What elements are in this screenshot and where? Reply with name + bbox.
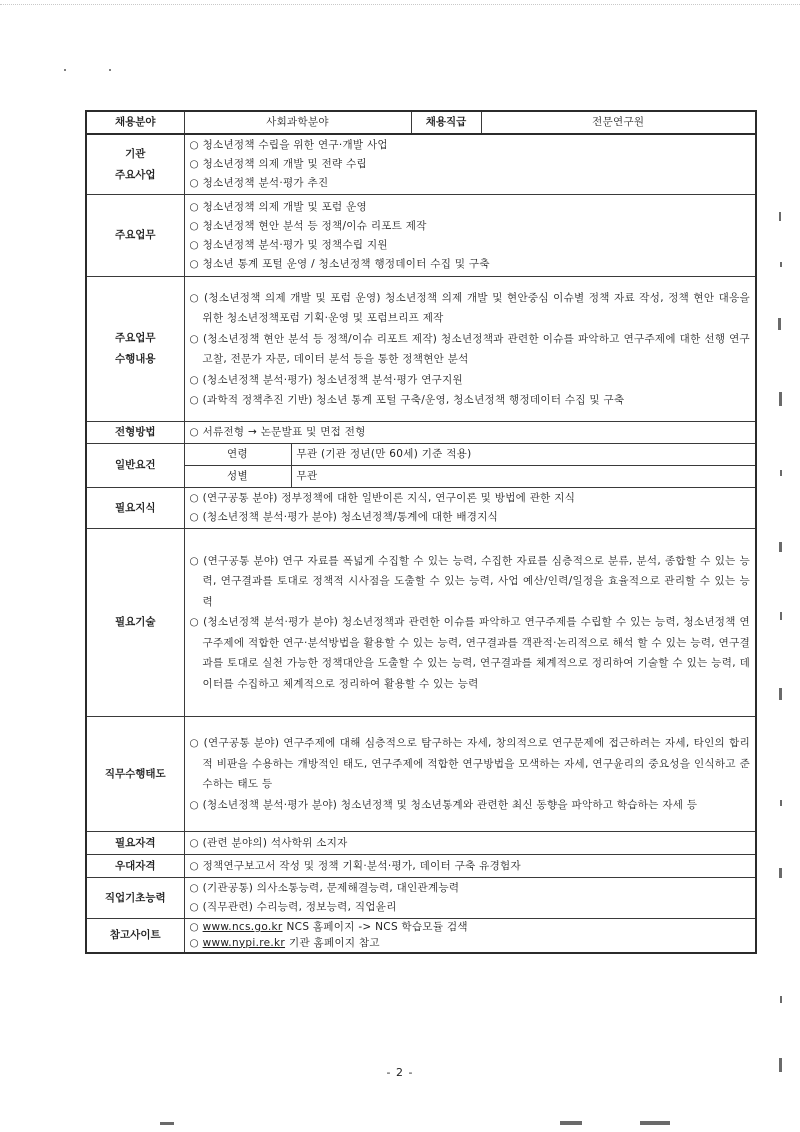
main-duties-label: 주요업무 [86,195,184,277]
basic-competency-content [184,878,756,919]
general-requirements-row [86,466,756,488]
skills-row [86,529,756,717]
rank-label: 채용직급 [411,111,481,134]
rank-value: 전문연구원 [481,111,756,134]
org-business-row [86,134,756,195]
list-item: ○ (청소년정책 분석·평가 분야) 청소년정책과 관련한 이슈를 파악하고 연구주제를 수립할 수 있는 능력, 청소년정책 연구주제에 적합한 연구·분석방법을 활용할 수 있는 능력, 연구결과를 객관적·논리적으로 해석 할 수 있는 능력, 연구결과를 토대로 실천 가능한 정책대안을 도출할 수 있는 능력, 연구결과를 체계적으로 정리하여 기술할 수 있는 능력, 데이터를 수집하고 체계적으로 정리하여 활용할 수 있는 능력 [189,616,751,690]
list-item: ○ 정책연구보고서 작성 및 정책 기획·분석·평가, 데이터 구축 유경험자 [189,859,521,872]
basic-competency-row [86,878,756,919]
list-item: ○ (청소년정책 현안 분석 등 정책/이슈 리포트 제작) 청소년정책과 관련한 이슈를 파악하고 연구주제에 대한 선행 연구 고찰, 전문가 자문, 데이터 분석 등을 통한 정책현안 분석 [189,332,751,365]
duty-details-content [184,277,756,422]
field-value: 사회과학분야 [184,111,411,134]
attitude-row [86,717,756,832]
gender-label: 성별 [184,466,291,488]
scan-artifact [779,212,781,221]
main-duties-row [86,195,756,277]
knowledge-label: 필요지식 [86,488,184,529]
scan-artifact [560,1121,582,1125]
list-item: ○ (관련 분야의) 석사학위 소지자 [189,836,348,849]
list-item: ○ (연구공통 분야) 정부정책에 대한 일반이론 지식, 연구이론 및 방법에 관한 지식 [189,492,576,504]
skills-content [184,529,756,717]
reference-content [184,919,756,954]
org-business-label [86,134,184,195]
scan-artifact [779,542,782,552]
scan-artifact [109,69,111,71]
label-line: 기관 [125,147,146,160]
qualification-content [184,832,756,855]
scan-artifact [780,262,782,267]
gender-value: 무관 [291,466,756,488]
reference-text: NCS 홈페이지 -> NCS 학습모듈 검색 [286,921,468,933]
job-description-table [85,110,757,954]
list-item: ○ (과학적 정책추진 기반) 청소년 통계 포털 구축/운영, 청소년정책 행정데이터 수집 및 구축 [189,394,625,406]
age-value: 무관 (기관 정년(만 60세) 기준 적용) [291,444,756,466]
qualification-row [86,832,756,855]
selection-label: 전형방법 [86,422,184,444]
general-requirements-row [86,444,756,466]
scan-artifact [779,688,782,700]
org-business-content [184,134,756,195]
reference-row [86,919,756,954]
list-item: ○ 청소년정책 의제 개발 및 전략 수립 [189,158,367,170]
preferred-content [184,855,756,878]
scan-artifact [64,69,66,71]
label-line: 주요업무 [114,332,156,344]
page-number: - 2 - [386,1066,414,1079]
reference-text: 기관 홈페이지 참고 [289,936,380,949]
list-item: ○ (기관공통) 의사소통능력, 문제해결능력, 대인관계능력 [189,882,460,894]
scan-artifact [780,612,782,620]
label-line: 수행내용 [114,353,156,365]
scan-edge-line [0,4,800,5]
scan-artifact [779,392,782,406]
bullet: ○ [189,936,199,949]
scan-artifact [160,1122,174,1125]
bullet: ○ [189,921,199,933]
preferred-row [86,855,756,878]
duty-details-label [86,277,184,422]
preferred-label: 우대자격 [86,855,184,878]
reference-label: 참고사이트 [86,919,184,954]
scan-artifact [640,1121,670,1125]
scan-artifact [779,868,782,878]
header-row [86,111,756,134]
list-item: ○ 청소년정책 분석·평가 및 정책수립 지원 [189,238,388,251]
main-duties-content [184,195,756,277]
ncs-site-link[interactable]: www.ncs.go.kr [202,921,283,933]
scan-artifact [780,470,782,476]
nypi-site-link[interactable]: www.nypi.re.kr [202,936,286,949]
list-item: ○ (청소년정책 의제 개발 및 포럼 운영) 청소년정책 의제 개발 및 현안중심 이슈별 정책 자료 작성, 정책 현안 대응을 위한 청소년정책포럼 기획·운영 및 포럼브리프 제작 [189,291,751,324]
knowledge-row [86,488,756,529]
duty-details-row [86,277,756,422]
skills-label: 필요기술 [86,529,184,717]
list-item: ○ (청소년정책 분석·평가 분야) 청소년정책 및 청소년통계와 관련한 최신 동향을 파악하고 학습하는 자세 등 [189,798,698,811]
scan-artifact [780,800,782,806]
attitude-label: 직무수행태도 [86,717,184,832]
selection-content [184,422,756,444]
scan-artifact [780,996,782,1003]
list-item: ○ 청소년정책 의제 개발 및 포럼 운영 [189,200,367,213]
list-item: ○ (직무관련) 수리능력, 정보능력, 직업윤리 [189,901,397,913]
list-item: ○ (연구공통 분야) 연구 자료를 폭넓게 수집할 수 있는 능력, 수집한 자료를 심층적으로 분류, 분석, 종합할 수 있는 능력, 연구결과를 토대로 정책적 시사점을 도출할 수 있는 능력, 사업 예산/인력/일정을 효율적으로 관리할 수 있는 능력 [189,554,751,608]
knowledge-content [184,488,756,529]
basic-competency-label: 직업기초능력 [86,878,184,919]
scan-artifact [778,318,781,330]
selection-row [86,422,756,444]
field-label: 채용분야 [86,111,184,134]
list-item: ○ (청소년정책 분석·평가) 청소년정책 분석·평가 연구지원 [189,373,463,386]
list-item: ○ 청소년정책 분석·평가 추진 [189,177,329,189]
reference-item-ncs [190,920,751,936]
list-item: ○ 청소년 통계 포털 운영 / 청소년정책 행정데이터 수집 및 구축 [189,257,490,270]
age-label: 연령 [184,444,291,466]
qualification-label: 필요자격 [86,832,184,855]
reference-item-nypi [190,936,751,952]
list-item: ○ 서류전형 → 논문발표 및 면접 전형 [189,426,366,438]
list-item: ○ 청소년정책 현안 분석 등 정책/이슈 리포트 제작 [189,219,427,232]
list-item: ○ 청소년정책 수립을 위한 연구·개발 사업 [189,139,388,151]
attitude-content [184,717,756,832]
label-line: 주요사업 [114,168,156,181]
list-item: ○ (연구공통 분야) 연구주제에 대해 심층적으로 탐구하는 자세, 창의적으로 연구문제에 접근하려는 자세, 타인의 합리적 비판을 수용하는 개방적인 태도, 연구주제에 적합한 연구방법을 모색하는 자세, 연구윤리의 중요성을 인식하고 준수하는 태도 등 [189,737,751,790]
list-item: ○ (청소년정책 분석·평가 분야) 청소년정책/통계에 대한 배경지식 [189,511,499,523]
general-requirements-label: 일반요건 [86,444,184,488]
